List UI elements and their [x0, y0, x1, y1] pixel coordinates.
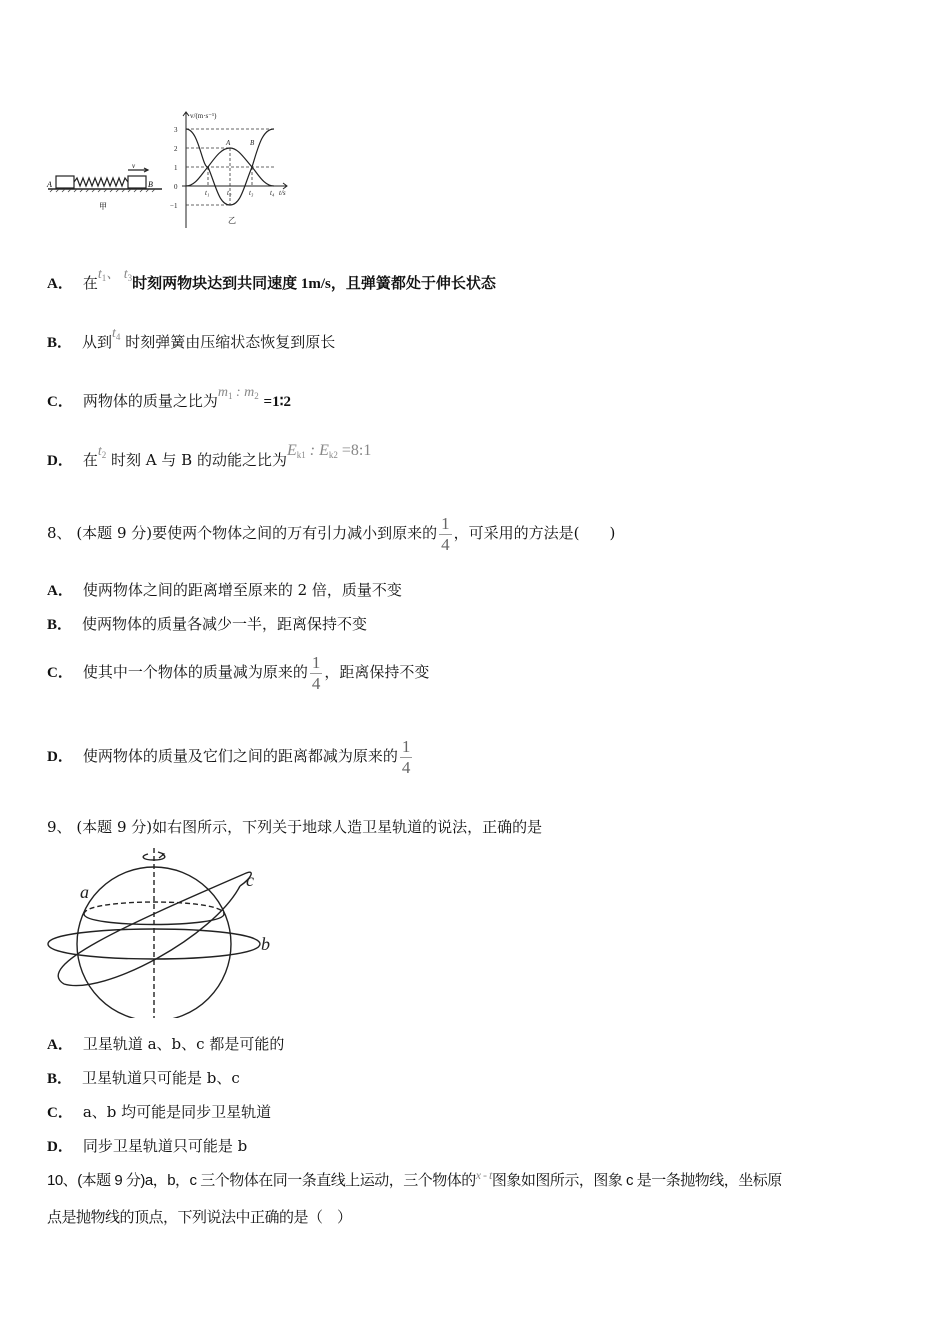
- q8-option-a: A． 使两物体之间的距离增至原来的 2 倍，质量不变: [47, 581, 402, 599]
- q9-option-b: B． 卫星轨道只可能是 b、c: [47, 1069, 240, 1087]
- ytick-0: 0: [174, 183, 178, 191]
- caption-yi: 乙: [228, 216, 236, 225]
- figure-q9-satellite-orbits: [44, 846, 284, 1018]
- orbit-label-a: a: [80, 882, 89, 902]
- xtick-t1: t₁: [205, 189, 210, 197]
- velocity-label: v: [132, 162, 136, 170]
- orbit-label-b: b: [261, 934, 270, 954]
- math-x-t: x - t: [475, 1168, 492, 1182]
- x-axis-label: t/s: [279, 189, 286, 197]
- math-ek-ratio: $E_{k1}$ : $E_{k2}$ =8:1: [286, 442, 372, 460]
- math-m1-m2: $m_1$ : $m_2$: [217, 385, 259, 401]
- q8-option-c: C． 使其中一个物体的质量减为原来的 $\frac{1}{4}$ ，距离保持不变: [47, 652, 430, 693]
- xtick-t3: t₃: [249, 189, 254, 197]
- q7-option-d: D． 在$t_2$ 时刻 A 与 B 的动能之比为$E_{k1}$ : $E_{k2}$ =8:1: [47, 442, 372, 469]
- q8-option-d: D． 使两物体的质量及它们之间的距离都减为原来的 $\frac{1}{4}$: [47, 736, 411, 777]
- xtick-t2: t₂: [227, 189, 232, 197]
- q7-option-c: C． 两物体的质量之比为$m_1$ : $m_2$ =1∶2: [47, 385, 291, 410]
- q9-stem: 9、 (本题 9 分)如右图所示，下列关于地球人造卫星轨道的说法，正确的是: [47, 818, 543, 836]
- ytick-1: 1: [174, 164, 178, 172]
- fraction-one-quarter: $\frac{1}{4}$: [401, 736, 411, 777]
- figure-q7: [44, 108, 304, 230]
- q8-option-b: B． 使两物体的质量各减少一半，距离保持不变: [47, 615, 368, 633]
- q9-option-c: C． a、b 均可能是同步卫星轨道: [47, 1103, 272, 1121]
- curve-label-a: A: [226, 139, 231, 147]
- q7-option-a: A． 在$t_1$、 $t_3$时刻两物块达到共同速度 1m/s，且弹簧都处于伸长状态: [47, 267, 496, 292]
- curve-label-b: B: [250, 139, 255, 147]
- q10-stem-line1: 10、(本题 9 分)a，b，c 三个物体在同一条直线上运动，三个物体的$^{x - t}$图象如图所示，图象 c 是一条抛物线，坐标原: [47, 1168, 782, 1189]
- block-b-label: B: [148, 180, 153, 189]
- q10-stem-line2: 点是抛物线的顶点，下列说法中正确的是（ ）: [47, 1209, 352, 1226]
- fraction-one-quarter: $\frac{1}{4}$: [441, 513, 450, 554]
- ytick-3: 3: [174, 126, 178, 134]
- xtick-t4: t₄: [270, 189, 275, 197]
- y-axis-label: v/(m·s⁻¹): [190, 112, 217, 120]
- q9-option-d: D． 同步卫星轨道只可能是 b: [47, 1137, 248, 1155]
- spring-blocks-and-vt-graph: [44, 108, 304, 230]
- ytick-neg1: −1: [170, 202, 178, 210]
- q8-stem: 8、 (本题 9 分)要使两个物体之间的万有引力减小到原来的 $\frac{1}{4}$ ，可采用的方法是( ): [47, 513, 616, 554]
- q7-option-b: B． 从到$t_4$ 时刻弹簧由压缩状态恢复到原长: [47, 326, 336, 351]
- earth-orbits-diagram: [44, 846, 284, 1018]
- caption-jia: 甲: [99, 202, 107, 211]
- math-t2: $t_2$: [97, 444, 107, 460]
- math-t1-t3: $t_1$、 $t_3$: [97, 267, 133, 283]
- fraction-one-quarter: $\frac{1}{4}$: [311, 652, 321, 693]
- block-a-label: A: [47, 180, 52, 189]
- ytick-2: 2: [174, 145, 178, 153]
- q9-option-a: A． 卫星轨道 a、b、c 都是可能的: [47, 1035, 285, 1053]
- orbit-label-c: c: [246, 870, 254, 890]
- math-t4: $t_4$: [112, 326, 121, 342]
